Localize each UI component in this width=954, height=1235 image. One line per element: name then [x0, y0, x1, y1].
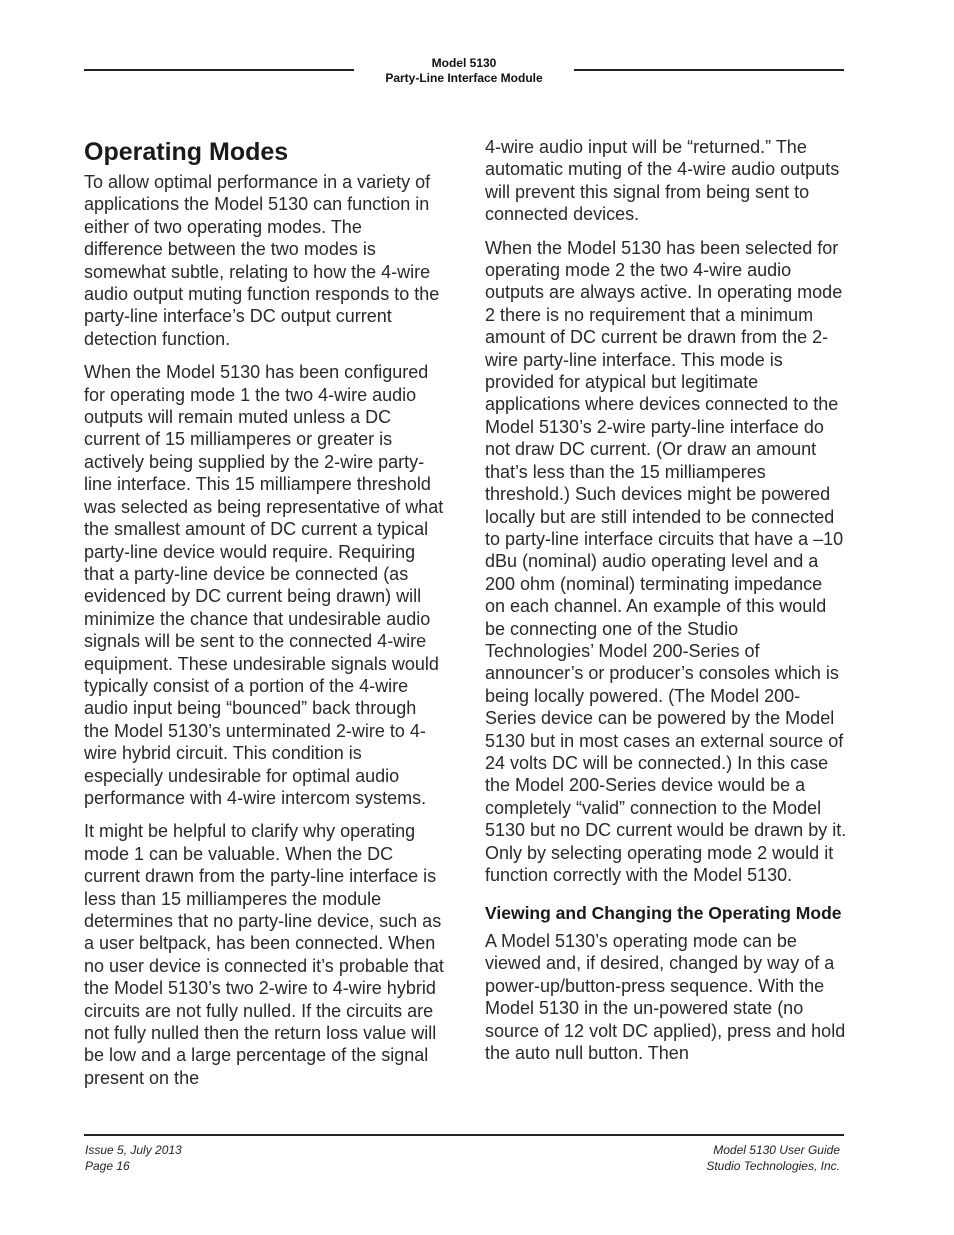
header-rule-right [574, 69, 844, 71]
footer-page-number: Page 16 [85, 1159, 130, 1173]
header-subtitle: Party-Line Interface Module [385, 71, 543, 85]
right-column [485, 136, 847, 1075]
body-paragraph: 4-wire audio input will be “returned.” The automatic muting of the 4-wire audio outputs will prevent this signal from being sent to connected devices. [485, 137, 840, 225]
footer-right [706, 1142, 840, 1174]
running-header [354, 56, 574, 86]
header-rule-left [84, 69, 354, 71]
footer-rule [84, 1134, 844, 1136]
footer-company: Studio Technologies, Inc. [706, 1159, 840, 1173]
subsection-heading: Viewing and Changing the Operating Mode [485, 903, 842, 924]
footer-guide-title: Model 5130 User Guide [713, 1143, 840, 1157]
left-column [84, 137, 444, 1100]
header-model: Model 5130 [431, 56, 497, 70]
body-paragraph: It might be helpful to clarify why operating mode 1 can be valuable. When the DC current drawn from the party-line interface is less than 15 milliamperes the module determines that no party-line device, such as a user beltpack, has been connected. When no user device is connected it’s probable that the Model 5130’s two 2-wire to 4-wire hybrid circuits are not fully nulled. If the circuits are not fully nulled then the return loss value will be low and a large percentage of the signal present on the [84, 821, 444, 1088]
section-title: Operating Modes [84, 138, 289, 166]
footer-left [85, 1142, 182, 1174]
footer-issue: Issue 5, July 2013 [85, 1143, 182, 1157]
body-paragraph: When the Model 5130 has been configured for operating mode 1 the two 4-wire audio outputs will remain muted unless a DC current of 15 milliamperes or greater is actively being supplied by the 2-wire party-line interface. This 15 milliampere threshold was selected as being representative of what the smallest amount of DC current a typical party-line device would require. Requiring that a party-line device be connected (as evidenced by DC current being drawn) will minimize the chance that undesirable audio signals will be sent to the connected 4-wire equipment. These undesirable signals would typically consist of a portion of the 4-wire audio input being “bounced” back through the Model 5130’s unterminated 2-wire to 4-wire hybrid circuit. This condition is especially undesirable for optimal audio performance with 4-wire intercom systems. [84, 362, 444, 808]
body-paragraph: A Model 5130’s operating mode can be viewed and, if desired, changed by way of a power-up/button-press sequence. With the Model 5130 in the un-powered state (no source of 12 volt DC applied), press and hold the auto null button. Then [485, 930, 846, 1063]
body-paragraph: To allow optimal performance in a variety of applications the Model 5130 can function in either of two operating modes. The difference between the two modes is somewhat subtle, relating to how the 4-wire audio output muting function responds to the party-line interface’s DC output current detection function. [84, 172, 440, 349]
body-paragraph: When the Model 5130 has been selected for operating mode 2 the two 4-wire audio outputs are always active. In operating mode 2 there is no requirement that a minimum amount of DC current be drawn from the 2-wire party-line interface. This mode is provided for atypical but legitimate applications where devices connected to the Model 5130’s 2-wire party-line interface do not draw DC current. (Or draw an amount that’s less than the 15 milliamperes threshold.) Such devices might be powered locally but are still intended to be connected to party-line interface circuits that have a –10 dBu (nominal) audio operating level and a 200 ohm (nominal) terminating impedance on each channel. An example of this would be connecting one of the Studio Technologies’ Model 200-Series of announcer’s or producer’s consoles which is being locally powered. (The Model 200-Series device can be powered by the Model 5130 but in most cases an external source of 24 volts DC will be connected.) In this case the Model 200-Series device would be a completely “valid” connection to the Model 5130 but no DC current would be drawn by it. Only by selecting operating mode 2 would it function correctly with the Model 5130. [485, 237, 847, 885]
